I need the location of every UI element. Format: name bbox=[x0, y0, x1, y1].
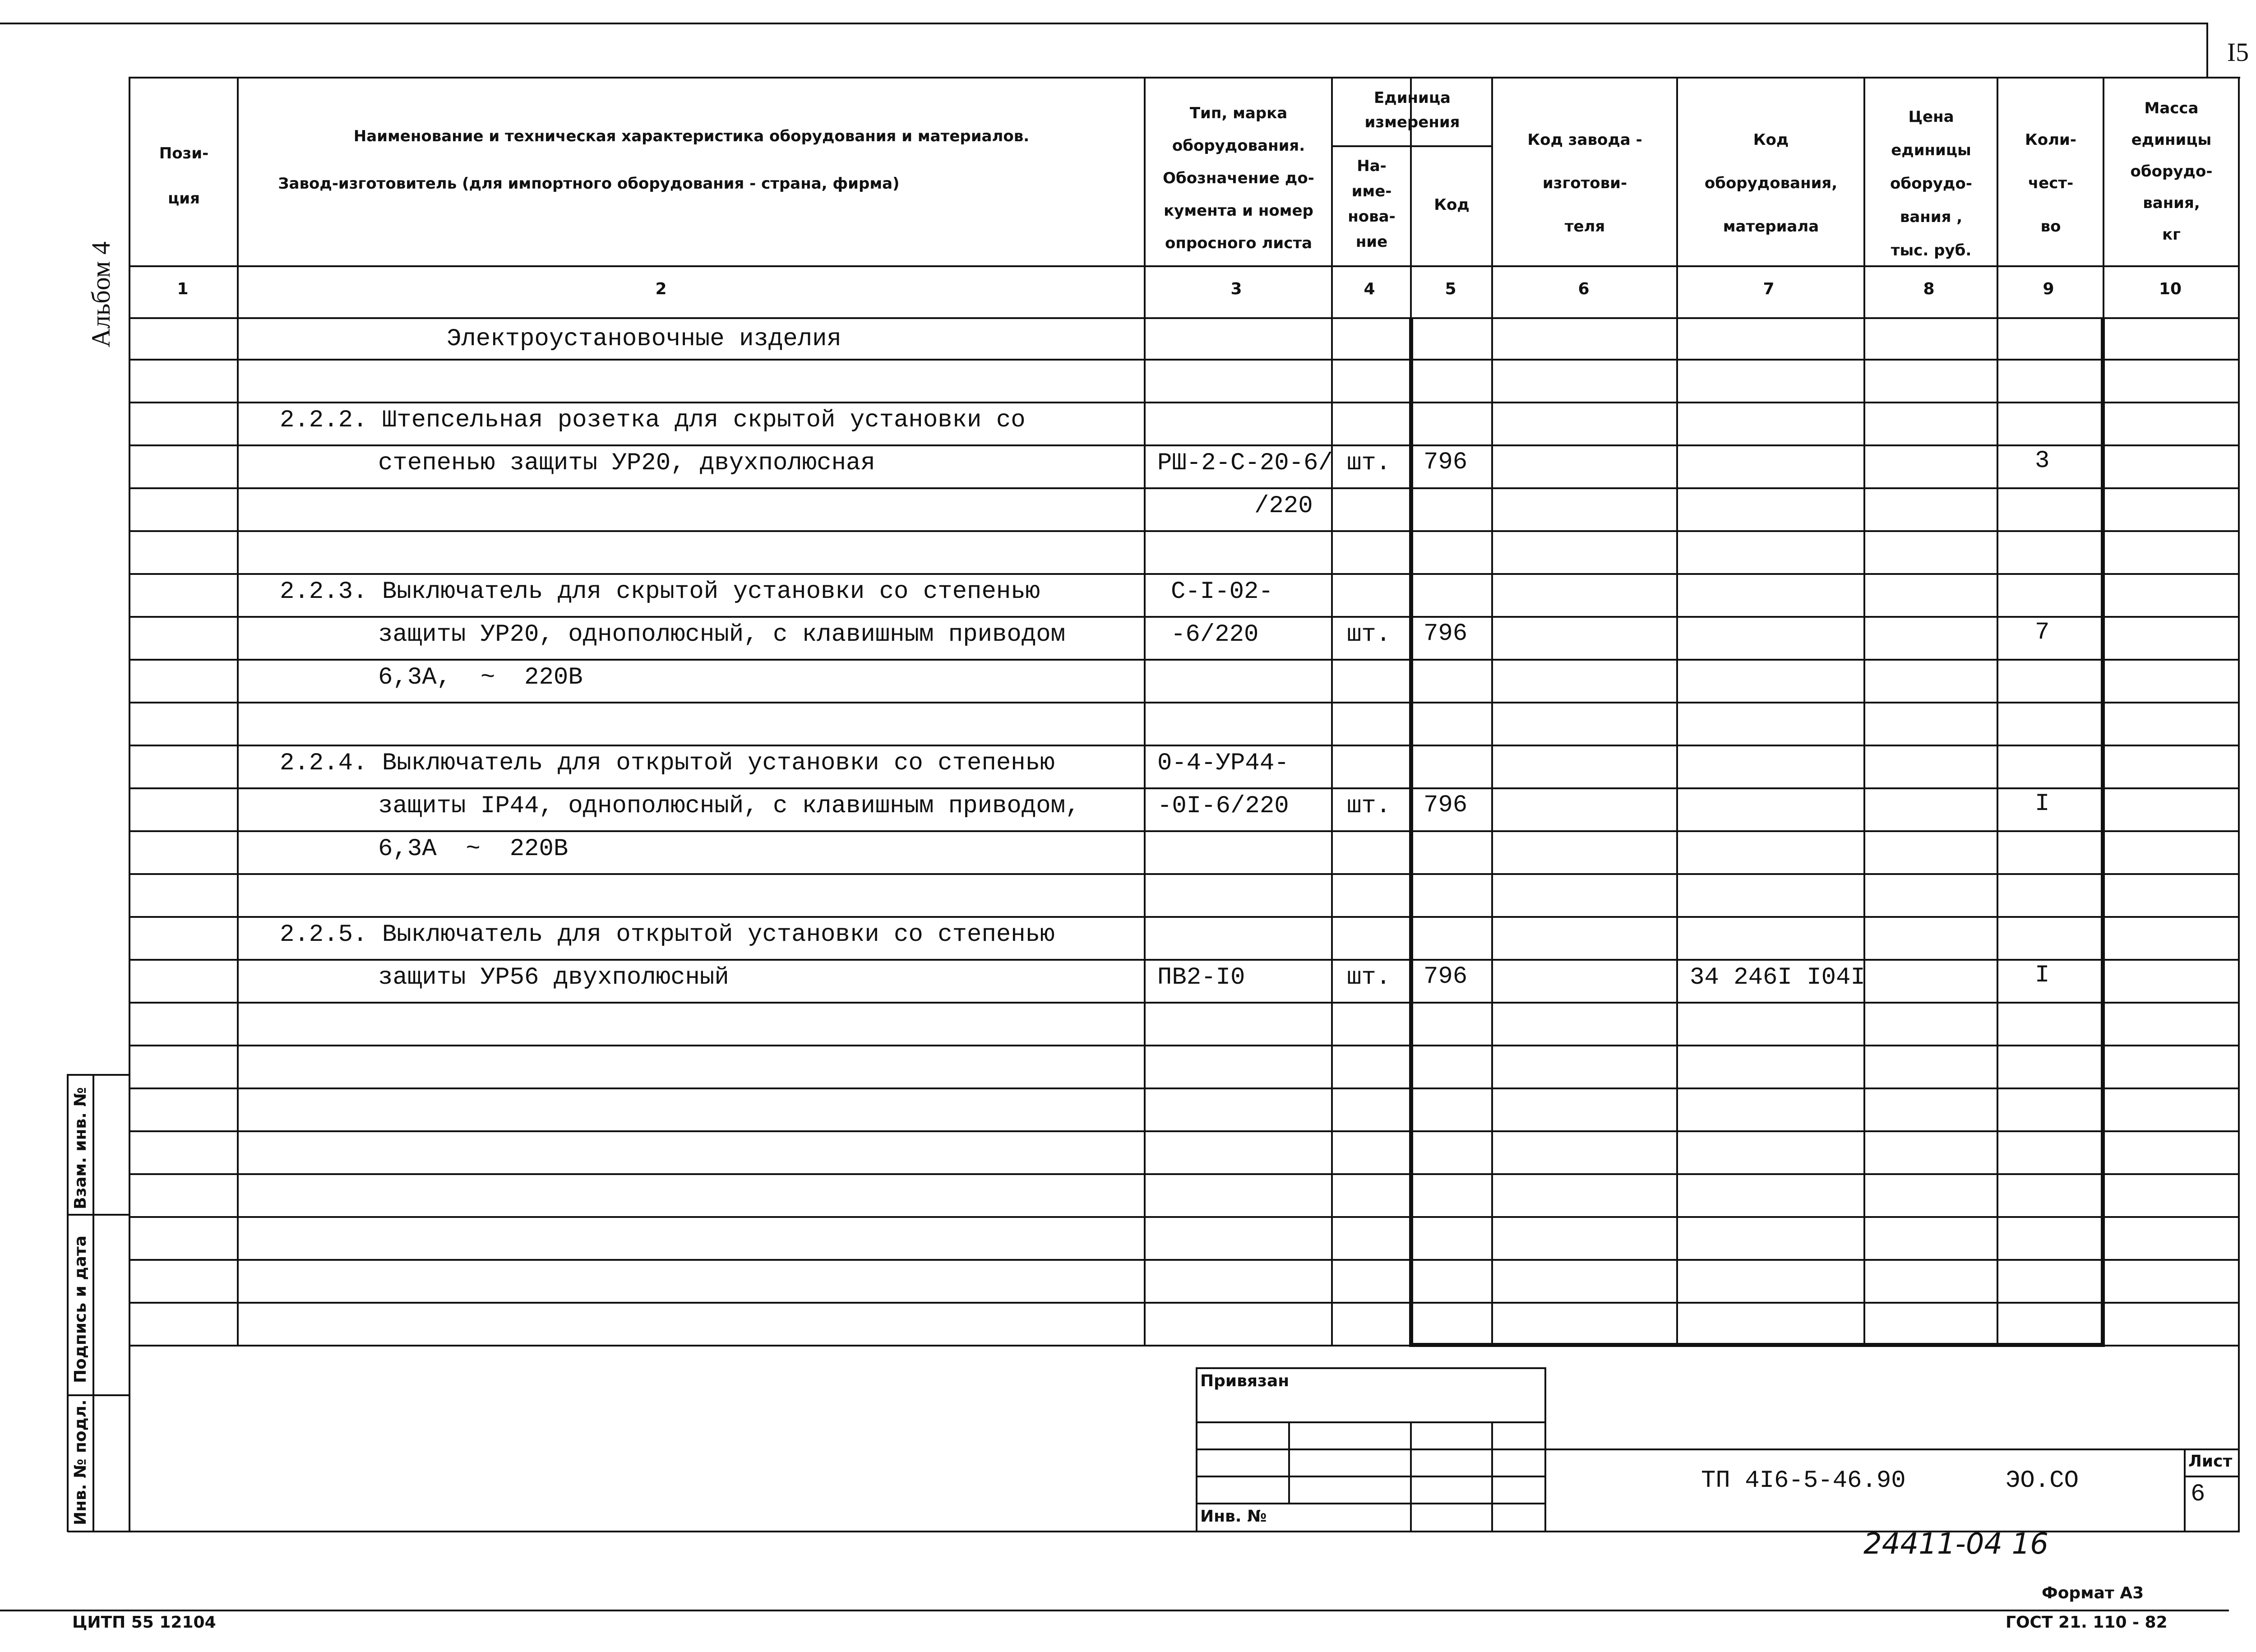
row-line bbox=[129, 359, 2238, 361]
header-type: Тип, марка оборудования. Обозначение до- кумента и номер опросного листа bbox=[1163, 104, 1314, 252]
item-2-2-4-type1: 0-4-УР44- bbox=[1157, 750, 1289, 777]
row-line bbox=[129, 1087, 2238, 1089]
row-line bbox=[129, 959, 2238, 961]
handwritten-number: 24411-04 16 bbox=[1863, 1527, 2048, 1561]
row-line bbox=[129, 1045, 2238, 1046]
footer-format: Формат А3 bbox=[2042, 1584, 2144, 1602]
stamp-vline-1 bbox=[1288, 1421, 1290, 1503]
footer-left: ЦИТП 55 12104 bbox=[72, 1613, 216, 1632]
row-line bbox=[129, 745, 2238, 746]
row-line bbox=[129, 830, 2238, 832]
row-line bbox=[129, 1130, 2238, 1132]
doc-code: ТП 4I6-5-46.90 bbox=[1701, 1467, 1906, 1495]
item-2-2-2-type2: /220 bbox=[1254, 492, 1313, 520]
item-2-2-3-line2: защиты УР20, однополюсный, с клавишным приводом bbox=[378, 621, 1066, 648]
item-2-2-4-qty: I bbox=[2035, 790, 2050, 818]
stamp-top bbox=[1196, 1367, 1545, 1369]
thick-right bbox=[2101, 318, 2105, 1347]
row-line bbox=[129, 1259, 2238, 1261]
col-number-3: 3 bbox=[1230, 280, 1242, 298]
right-border bbox=[2238, 77, 2240, 1532]
col-number-6: 6 bbox=[1578, 280, 1590, 298]
item-2-2-5-qty: I bbox=[2035, 962, 2050, 989]
row-line bbox=[129, 616, 2238, 618]
stamp-privyazan: Привязан bbox=[1200, 1372, 1290, 1390]
header-quantity: Коли- чест- во bbox=[2025, 131, 2076, 236]
row-line bbox=[129, 916, 2238, 918]
item-2-2-5-line1: 2.2.5. Выключатель для открытой установки со степенью bbox=[280, 921, 1055, 949]
stamp-vzam-inv: Взам. инв. № bbox=[71, 1087, 90, 1209]
thick-left bbox=[1409, 318, 1413, 1347]
side-stamp-top bbox=[67, 1074, 129, 1076]
item-2-2-2-code: 796 bbox=[1424, 449, 1468, 476]
row-line bbox=[129, 1216, 2238, 1218]
header-unit-code: Код bbox=[1434, 196, 1470, 214]
side-stamp-mid bbox=[92, 1074, 94, 1532]
item-2-2-3-code: 796 bbox=[1424, 620, 1468, 648]
page-number-box-left bbox=[2206, 23, 2208, 77]
item-2-2-3-line3: 6,3А, ~ 220В bbox=[378, 664, 583, 691]
left-border bbox=[129, 77, 130, 1532]
header-unit-group: Единица измерения bbox=[1364, 89, 1460, 131]
item-2-2-4-type2: -0I-6/220 bbox=[1157, 792, 1289, 820]
album-label: Альбом 4 bbox=[86, 241, 116, 347]
col-line-9 bbox=[2103, 77, 2104, 318]
stamp-podpis-data: Подпись и дата bbox=[71, 1236, 90, 1383]
header-unit-name: На- име- нова- ние bbox=[1348, 157, 1396, 251]
item-2-2-5-code: 796 bbox=[1424, 963, 1468, 990]
row-line bbox=[129, 873, 2238, 875]
col-number-7: 7 bbox=[1763, 280, 1775, 298]
item-2-2-4-line1: 2.2.4. Выключатель для открытой установки со степенью bbox=[280, 750, 1055, 777]
header-mass: Масса единицы оборудо- вания, кг bbox=[2130, 99, 2213, 244]
stamp-vline-3 bbox=[1491, 1421, 1493, 1532]
colnum-bottom-line bbox=[129, 317, 2238, 319]
row-line bbox=[129, 1302, 2238, 1304]
row-line bbox=[129, 1345, 2238, 1347]
side-stamp-div1 bbox=[67, 1214, 129, 1216]
row-line bbox=[129, 702, 2238, 703]
row-line bbox=[129, 1002, 2238, 1004]
item-2-2-3-type2: -6/220 bbox=[1171, 621, 1259, 648]
row-line bbox=[129, 787, 2238, 789]
item-2-2-3-qty: 7 bbox=[2035, 619, 2050, 646]
stamp-vline-2 bbox=[1410, 1421, 1412, 1532]
col-number-2: 2 bbox=[655, 280, 667, 298]
side-stamp-div2 bbox=[67, 1394, 129, 1396]
row-line bbox=[129, 487, 2238, 489]
header-name-line2: Завод-изготовитель (для импортного оборудования - страна, фирма) bbox=[278, 175, 900, 193]
footer-gost: ГОСТ 21. 110 - 82 bbox=[2006, 1613, 2168, 1632]
section-title: Электроустановочные изделия bbox=[447, 325, 841, 353]
list-value: 6 bbox=[2191, 1481, 2205, 1508]
title-block-top bbox=[1545, 1448, 2238, 1450]
stamp-inv-no: Инв. № bbox=[1200, 1507, 1267, 1526]
item-2-2-2-qty: 3 bbox=[2035, 447, 2050, 475]
item-2-2-5-line2: защиты УР56 двухполюсный bbox=[378, 964, 729, 991]
item-2-2-3-unit: шт. bbox=[1347, 621, 1391, 648]
header-equipment-code: Код оборудования, материала bbox=[1704, 131, 1838, 236]
header-factory-code: Код завода - изготови- теля bbox=[1527, 131, 1642, 236]
col-number-1: 1 bbox=[177, 280, 189, 298]
table-top-line bbox=[129, 77, 2240, 79]
row-line bbox=[129, 1173, 2238, 1175]
stamp-inv-podl: Инв. № подл. bbox=[71, 1399, 90, 1525]
row-line bbox=[129, 444, 2238, 446]
col-number-9: 9 bbox=[2043, 280, 2054, 298]
list-label: Лист bbox=[2188, 1452, 2233, 1471]
item-2-2-5-unit: шт. bbox=[1347, 964, 1391, 991]
page-number: I5 bbox=[2227, 37, 2249, 67]
item-2-2-2-line2: степенью защиты УР20, двухполюсная bbox=[378, 449, 875, 477]
footer-line bbox=[0, 1610, 2229, 1611]
item-2-2-2-type1: РШ-2-С-20-6/ bbox=[1157, 449, 1333, 477]
item-2-2-5-type: ПВ2-I0 bbox=[1157, 964, 1245, 991]
side-stamp-left bbox=[67, 1074, 69, 1532]
top-border-line bbox=[0, 23, 2206, 24]
header-name-line1: Наименование и техническая характеристика оборудования и материалов. bbox=[353, 127, 1030, 145]
row-line bbox=[129, 659, 2238, 661]
col-number-4: 4 bbox=[1364, 280, 1375, 298]
item-2-2-4-code: 796 bbox=[1424, 791, 1468, 819]
doc-mark: ЭО.СО bbox=[2006, 1467, 2079, 1495]
row-line bbox=[129, 573, 2238, 575]
item-2-2-4-line2: защиты IР44, однополюсный, с клавишным приводом, bbox=[378, 792, 1080, 820]
list-box-left bbox=[2184, 1448, 2186, 1532]
item-2-2-5-material-code: 34 246I I04I bbox=[1690, 964, 1865, 991]
row-line bbox=[129, 530, 2238, 532]
header-position: Пози- ция bbox=[159, 144, 209, 208]
item-2-2-3-line1: 2.2.3. Выключатель для скрытой установки со степенью bbox=[280, 578, 1040, 606]
col-number-10: 10 bbox=[2159, 280, 2182, 298]
item-2-2-2-line1: 2.2.2. Штепсельная розетка для скрытой установки со bbox=[280, 407, 1026, 434]
col-number-8: 8 bbox=[1923, 280, 1935, 298]
item-2-2-2-unit: шт. bbox=[1347, 449, 1391, 477]
list-box-divider bbox=[2184, 1476, 2238, 1477]
item-2-2-4-unit: шт. bbox=[1347, 792, 1391, 820]
row-line bbox=[129, 402, 2238, 403]
col-number-5: 5 bbox=[1445, 280, 1456, 298]
header-price: Цена единицы оборудо- вания , тыс. руб. bbox=[1890, 108, 1972, 259]
item-2-2-4-line3: 6,3А ~ 220В bbox=[378, 835, 569, 863]
unit-group-line bbox=[1331, 145, 1491, 147]
item-2-2-3-type1: С-I-02- bbox=[1171, 578, 1273, 606]
